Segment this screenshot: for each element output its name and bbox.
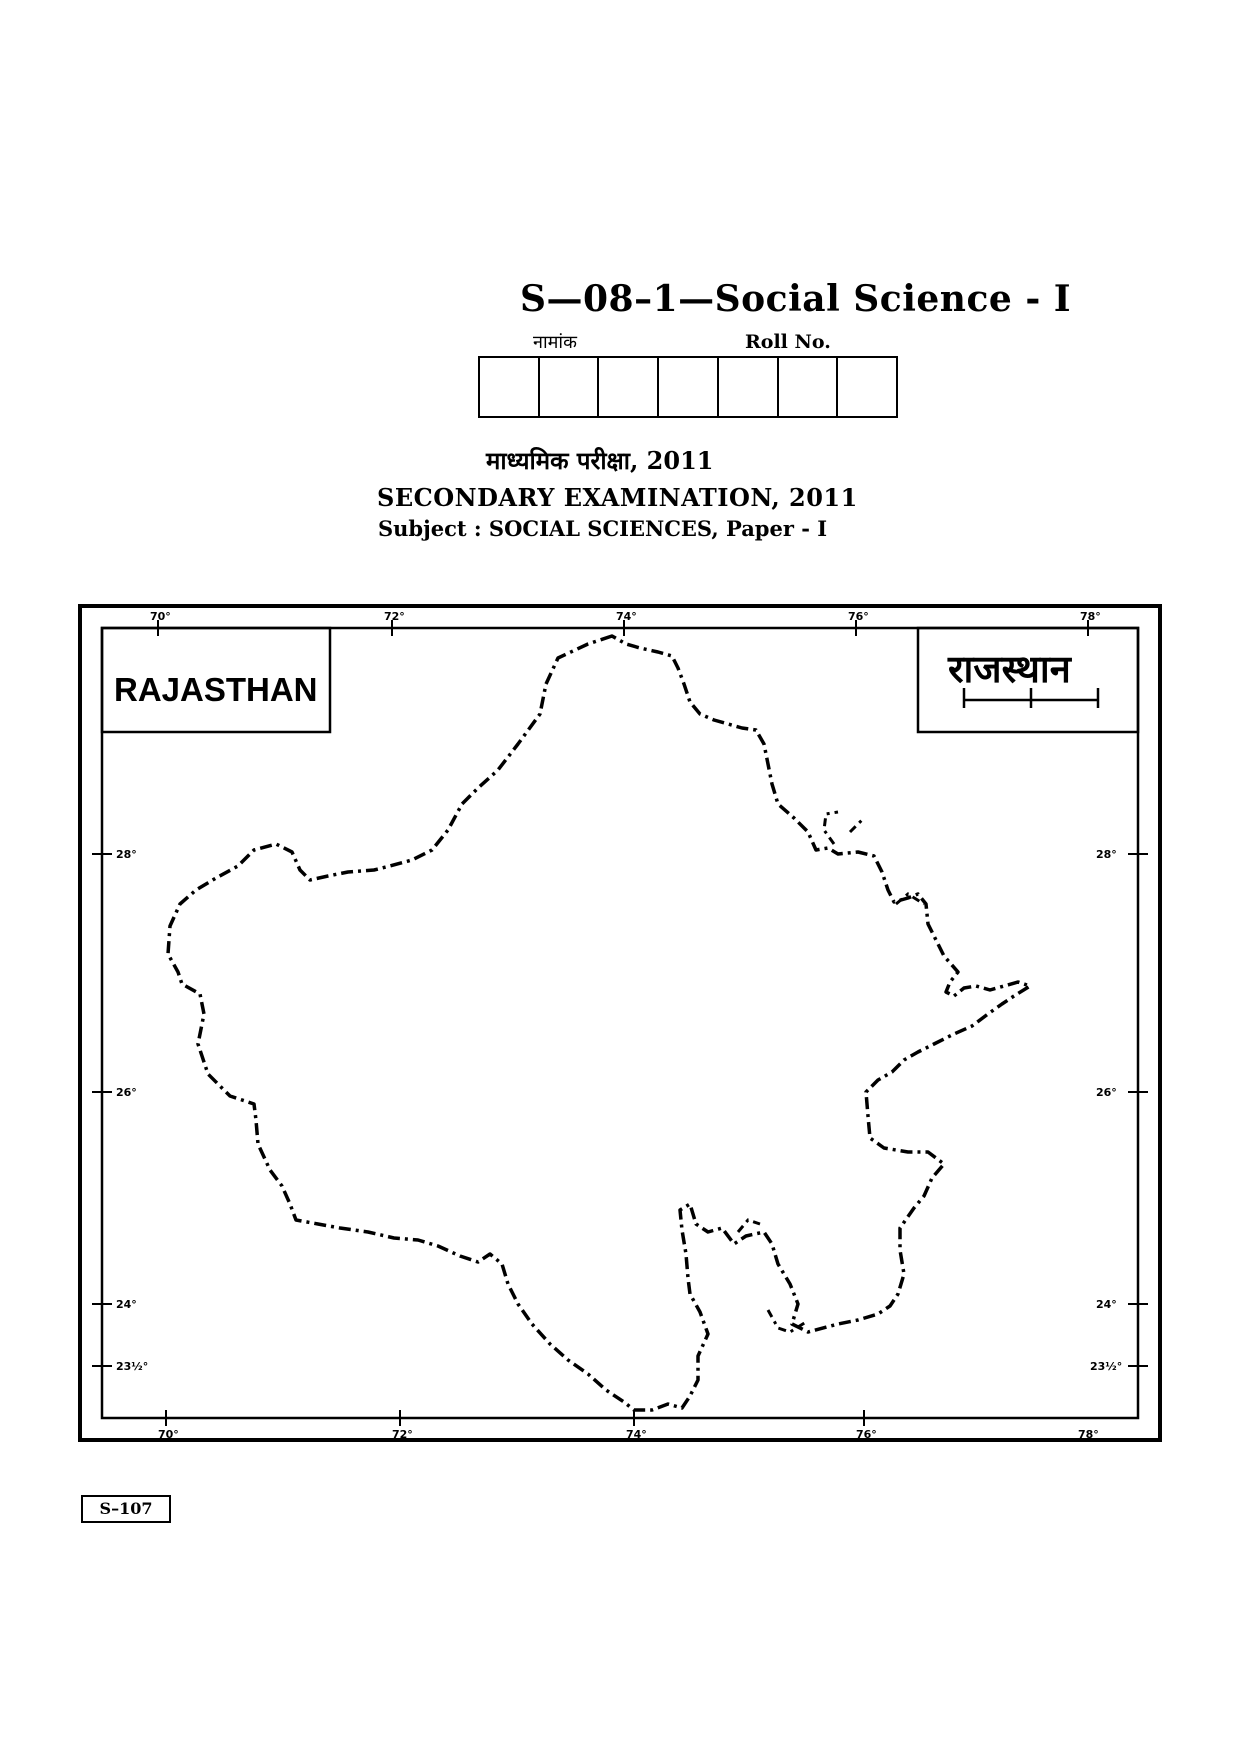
frame-ticks bbox=[92, 620, 1148, 1426]
tick-bottom-70: 70° bbox=[158, 1428, 179, 1441]
rajasthan-outline-map bbox=[78, 604, 1164, 1444]
map-label-english: RAJASTHAN bbox=[114, 671, 318, 708]
tick-right-23-5: 23½° bbox=[1090, 1360, 1123, 1373]
scale-bar bbox=[964, 688, 1098, 708]
roll-digit-box[interactable] bbox=[779, 358, 839, 416]
rajasthan-boundary bbox=[168, 636, 1030, 1410]
tick-top-78: 78° bbox=[1080, 610, 1101, 623]
subject-line: Subject : SOCIAL SCIENCES, Paper - I bbox=[378, 516, 828, 541]
roll-label-english: Roll No. bbox=[745, 331, 831, 353]
tick-top-70: 70° bbox=[150, 610, 171, 623]
page-code-box: S–107 bbox=[81, 1495, 171, 1523]
roll-digit-box[interactable] bbox=[719, 358, 779, 416]
tick-bottom-74: 74° bbox=[626, 1428, 647, 1441]
tick-bottom-76: 76° bbox=[856, 1428, 877, 1441]
tick-bottom-72: 72° bbox=[392, 1428, 413, 1441]
tick-left-23-5: 23½° bbox=[116, 1360, 149, 1373]
tick-top-76: 76° bbox=[848, 610, 869, 623]
map-inner-frame bbox=[102, 628, 1138, 1418]
roll-digit-box[interactable] bbox=[659, 358, 719, 416]
tick-right-24: 24° bbox=[1096, 1298, 1117, 1311]
tick-left-28: 28° bbox=[116, 848, 137, 861]
roll-label-hindi: नामांक bbox=[533, 332, 577, 353]
roll-digit-box[interactable] bbox=[480, 358, 540, 416]
exam-name-english: SECONDARY EXAMINATION, 2011 bbox=[377, 483, 858, 512]
tick-top-74: 74° bbox=[616, 610, 637, 623]
roll-digit-box[interactable] bbox=[838, 358, 896, 416]
exam-name-hindi: माध्यमिक परीक्षा, 2011 bbox=[486, 446, 714, 475]
tick-right-28: 28° bbox=[1096, 848, 1117, 861]
roll-digit-box[interactable] bbox=[540, 358, 600, 416]
boundary-detail bbox=[738, 812, 924, 1332]
roll-digit-box[interactable] bbox=[599, 358, 659, 416]
tick-left-26: 26° bbox=[116, 1086, 137, 1099]
tick-bottom-78: 78° bbox=[1078, 1428, 1099, 1441]
tick-right-26: 26° bbox=[1096, 1086, 1117, 1099]
tick-top-72: 72° bbox=[384, 610, 405, 623]
paper-title: S—08–1—Social Science - I bbox=[520, 278, 1072, 320]
roll-number-boxes bbox=[478, 356, 898, 418]
map-label-hindi: राजस्थान bbox=[948, 647, 1071, 691]
tick-left-24: 24° bbox=[116, 1298, 137, 1311]
